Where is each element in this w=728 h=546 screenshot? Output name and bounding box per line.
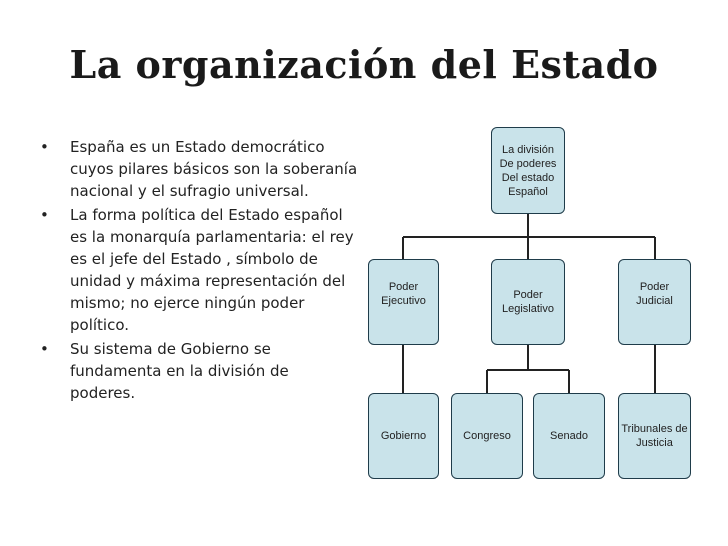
node-tribunales xyxy=(618,393,691,479)
node-gobierno xyxy=(368,393,439,479)
node-judicial-label: Poder Judicial xyxy=(636,281,673,307)
node-poder-ejecutivo xyxy=(368,259,439,345)
node-poder-legislativo xyxy=(491,259,565,345)
node-legislativo-label: Poder Legislativo xyxy=(502,289,554,315)
node-ejecutivo-label: Poder Ejecutivo xyxy=(381,281,426,307)
node-root-label: La división De poderes Del estado Español xyxy=(499,143,557,198)
node-gobierno-label: Gobierno xyxy=(380,430,427,442)
bullet-text: Su sistema de Gobierno se fundamenta en la división de poderes. xyxy=(70,340,289,402)
node-congreso xyxy=(451,393,523,479)
bullet-dot: • xyxy=(40,206,49,224)
node-senado-label: Senado xyxy=(550,430,588,442)
node-poder-judicial xyxy=(618,259,691,345)
slide-title: La organización del Estado xyxy=(69,42,659,87)
bullet-text: La forma política del Estado español es la monarquía parlamentaria: el rey es el jefe del Estado , símbolo de unidad y máxima representación del mismo; no ejerce ningún poder político. xyxy=(70,206,354,334)
node-root xyxy=(491,127,565,214)
node-senado xyxy=(533,393,605,479)
bullet-dot: • xyxy=(40,340,49,358)
bullet-dot: • xyxy=(40,138,49,156)
node-tribunales-label: Tribunales de Justicia xyxy=(621,423,688,449)
bullet-text: España es un Estado democrático cuyos pilares básicos son la soberanía nacional y el sufragio universal. xyxy=(70,138,358,200)
node-congreso-label: Congreso xyxy=(463,430,511,442)
